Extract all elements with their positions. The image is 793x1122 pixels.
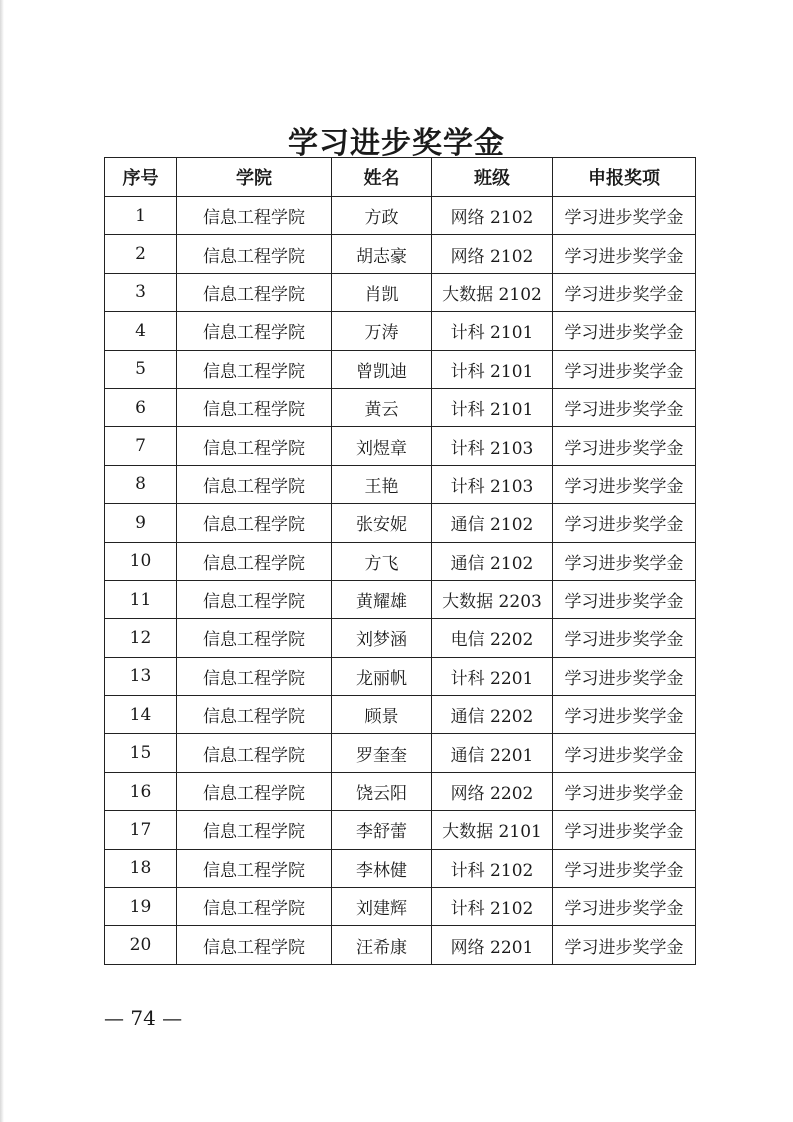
cell-name: 张安妮	[332, 504, 432, 542]
cell-class: 计科 2101	[432, 388, 553, 426]
cell-class: 计科 2101	[432, 312, 553, 350]
cell-class: 网络 2202	[432, 772, 553, 810]
table-row	[105, 926, 696, 964]
cell-class: 计科 2102	[432, 888, 553, 926]
table-row	[105, 273, 696, 311]
cell-class: 网络 2102	[432, 235, 553, 273]
cell-college: 信息工程学院	[177, 888, 332, 926]
cell-class: 大数据 2102	[432, 273, 553, 311]
cell-college: 信息工程学院	[177, 811, 332, 849]
cell-award: 学习进步奖学金	[553, 772, 696, 810]
cell-college: 信息工程学院	[177, 350, 332, 388]
cell-serial-number: 12	[105, 619, 177, 657]
cell-name: 刘梦涵	[332, 619, 432, 657]
cell-class: 计科 2103	[432, 427, 553, 465]
header-class: 班级	[432, 158, 553, 197]
page-title: 学习进步奖学金	[288, 126, 505, 161]
table-row	[105, 772, 696, 810]
table-row	[105, 427, 696, 465]
cell-serial-number: 16	[105, 772, 177, 810]
cell-college: 信息工程学院	[177, 312, 332, 350]
cell-college: 信息工程学院	[177, 696, 332, 734]
cell-serial-number: 17	[105, 811, 177, 849]
cell-class: 大数据 2101	[432, 811, 553, 849]
cell-college: 信息工程学院	[177, 427, 332, 465]
cell-college: 信息工程学院	[177, 273, 332, 311]
cell-college: 信息工程学院	[177, 772, 332, 810]
cell-serial-number: 4	[105, 312, 177, 350]
table-row	[105, 734, 696, 772]
cell-award: 学习进步奖学金	[553, 696, 696, 734]
cell-award: 学习进步奖学金	[553, 312, 696, 350]
table-row	[105, 811, 696, 849]
cell-college: 信息工程学院	[177, 734, 332, 772]
page-edge-shadow	[0, 0, 4, 1122]
cell-serial-number: 9	[105, 504, 177, 542]
cell-name: 饶云阳	[332, 772, 432, 810]
cell-name: 刘建辉	[332, 888, 432, 926]
cell-serial-number: 14	[105, 696, 177, 734]
header-college: 学院	[177, 158, 332, 197]
cell-serial-number: 20	[105, 926, 177, 964]
cell-serial-number: 7	[105, 427, 177, 465]
cell-award: 学习进步奖学金	[553, 580, 696, 618]
cell-award: 学习进步奖学金	[553, 197, 696, 235]
cell-award: 学习进步奖学金	[553, 504, 696, 542]
table-header-row	[105, 158, 696, 197]
cell-serial-number: 1	[105, 197, 177, 235]
cell-serial-number: 15	[105, 734, 177, 772]
table-row	[105, 696, 696, 734]
cell-award: 学习进步奖学金	[553, 849, 696, 887]
cell-college: 信息工程学院	[177, 657, 332, 695]
cell-name: 胡志豪	[332, 235, 432, 273]
cell-name: 顾景	[332, 696, 432, 734]
award-table	[104, 157, 696, 965]
cell-award: 学习进步奖学金	[553, 888, 696, 926]
cell-award: 学习进步奖学金	[553, 235, 696, 273]
table-row	[105, 465, 696, 503]
cell-name: 曾凯迪	[332, 350, 432, 388]
table-row	[105, 619, 696, 657]
cell-class: 网络 2201	[432, 926, 553, 964]
cell-serial-number: 18	[105, 849, 177, 887]
cell-name: 黄云	[332, 388, 432, 426]
table-row	[105, 504, 696, 542]
cell-class: 计科 2103	[432, 465, 553, 503]
cell-name: 汪希康	[332, 926, 432, 964]
cell-award: 学习进步奖学金	[553, 619, 696, 657]
cell-name: 王艳	[332, 465, 432, 503]
cell-name: 李舒蕾	[332, 811, 432, 849]
cell-name: 刘煜章	[332, 427, 432, 465]
table-row	[105, 197, 696, 235]
cell-serial-number: 19	[105, 888, 177, 926]
cell-class: 通信 2201	[432, 734, 553, 772]
cell-serial-number: 13	[105, 657, 177, 695]
header-award: 申报奖项	[553, 158, 696, 197]
cell-name: 龙丽帆	[332, 657, 432, 695]
cell-college: 信息工程学院	[177, 926, 332, 964]
cell-college: 信息工程学院	[177, 197, 332, 235]
table-row	[105, 849, 696, 887]
cell-award: 学习进步奖学金	[553, 811, 696, 849]
cell-award: 学习进步奖学金	[553, 388, 696, 426]
table-row	[105, 312, 696, 350]
cell-serial-number: 3	[105, 273, 177, 311]
cell-college: 信息工程学院	[177, 465, 332, 503]
cell-serial-number: 11	[105, 580, 177, 618]
table-row	[105, 350, 696, 388]
page-number: — 74 —	[104, 1006, 183, 1030]
cell-serial-number: 5	[105, 350, 177, 388]
cell-award: 学习进步奖学金	[553, 465, 696, 503]
cell-serial-number: 6	[105, 388, 177, 426]
cell-name: 方政	[332, 197, 432, 235]
cell-award: 学习进步奖学金	[553, 926, 696, 964]
cell-college: 信息工程学院	[177, 542, 332, 580]
cell-award: 学习进步奖学金	[553, 734, 696, 772]
cell-class: 大数据 2203	[432, 580, 553, 618]
cell-award: 学习进步奖学金	[553, 427, 696, 465]
table-row	[105, 235, 696, 273]
cell-serial-number: 8	[105, 465, 177, 503]
cell-name: 肖凯	[332, 273, 432, 311]
cell-class: 通信 2102	[432, 542, 553, 580]
cell-name: 方飞	[332, 542, 432, 580]
cell-college: 信息工程学院	[177, 235, 332, 273]
cell-class: 计科 2201	[432, 657, 553, 695]
cell-name: 万涛	[332, 312, 432, 350]
cell-class: 计科 2102	[432, 849, 553, 887]
cell-college: 信息工程学院	[177, 388, 332, 426]
cell-college: 信息工程学院	[177, 504, 332, 542]
cell-class: 电信 2202	[432, 619, 553, 657]
table-row	[105, 580, 696, 618]
cell-class: 通信 2102	[432, 504, 553, 542]
cell-name: 李林健	[332, 849, 432, 887]
cell-class: 计科 2101	[432, 350, 553, 388]
cell-award: 学习进步奖学金	[553, 350, 696, 388]
cell-class: 网络 2102	[432, 197, 553, 235]
header-serial-number: 序号	[105, 158, 177, 197]
table-row	[105, 388, 696, 426]
table-row	[105, 888, 696, 926]
cell-college: 信息工程学院	[177, 619, 332, 657]
cell-award: 学习进步奖学金	[553, 273, 696, 311]
cell-name: 黄耀雄	[332, 580, 432, 618]
cell-name: 罗奎奎	[332, 734, 432, 772]
table-row	[105, 657, 696, 695]
table-row	[105, 542, 696, 580]
cell-college: 信息工程学院	[177, 580, 332, 618]
cell-class: 通信 2202	[432, 696, 553, 734]
table-body	[105, 197, 696, 965]
header-name: 姓名	[332, 158, 432, 197]
cell-award: 学习进步奖学金	[553, 542, 696, 580]
cell-serial-number: 10	[105, 542, 177, 580]
cell-award: 学习进步奖学金	[553, 657, 696, 695]
cell-serial-number: 2	[105, 235, 177, 273]
cell-college: 信息工程学院	[177, 849, 332, 887]
